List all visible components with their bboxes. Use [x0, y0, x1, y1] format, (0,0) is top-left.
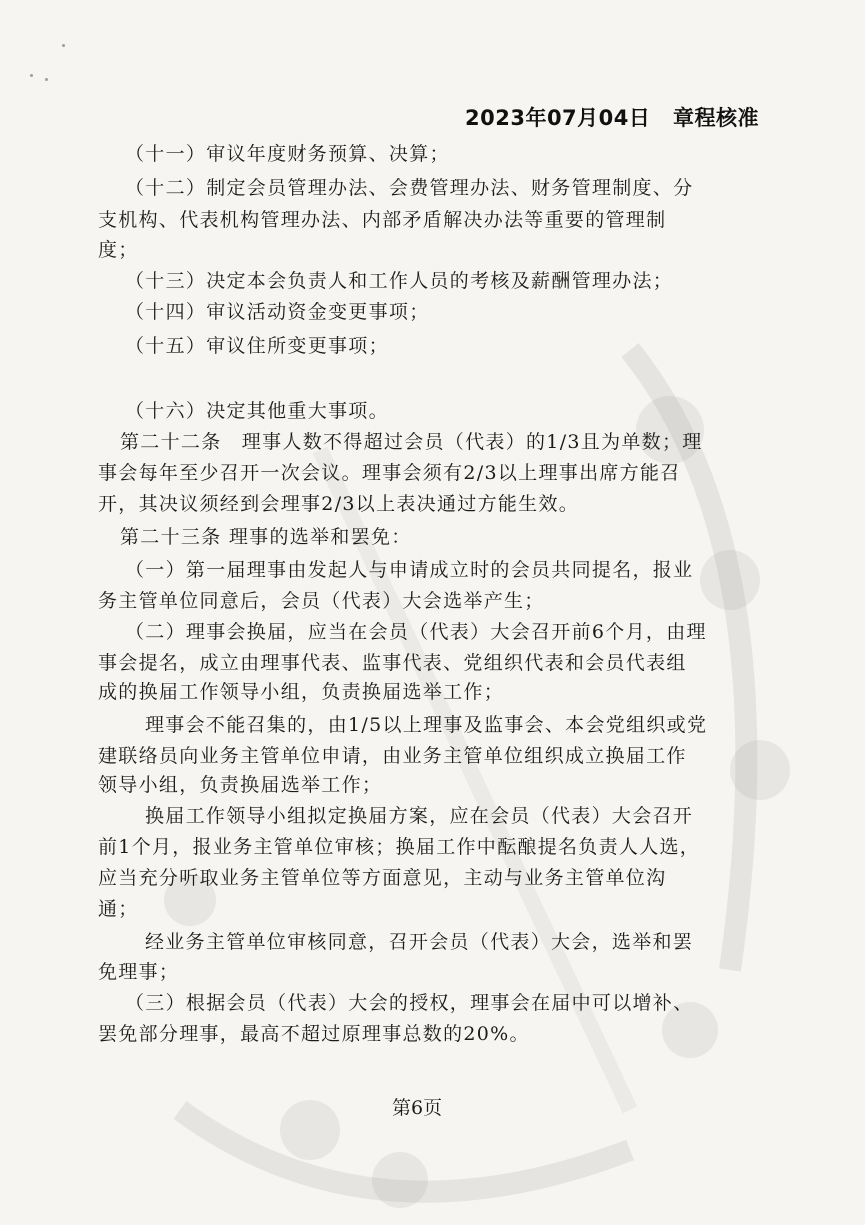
text-line: 应当充分听取业务主管单位等方面意见，主动与业务主管单位沟 [98, 867, 667, 889]
approval-label: 章程核准 [673, 106, 759, 130]
text-line: （十二）制定会员管理办法、会费管理办法、财务管理制度、分 [125, 177, 694, 199]
text-line: 罢免部分理事，最高不超过原理事总数的20%。 [98, 1023, 530, 1045]
text-line: （十四）审议活动资金变更事项； [125, 301, 430, 323]
text-line: 开，其决议须经到会理事2/3以上表决通过方能生效。 [98, 493, 580, 515]
scan-speck [45, 78, 48, 81]
text-line: 经业务主管单位审核同意，召开会员（代表）大会，选举和罢 [145, 931, 694, 953]
text-line: （十三）决定本会负责人和工作人员的考核及薪酬管理办法； [125, 270, 674, 292]
text-line: 成的换届工作领导小组，负责换届选举工作； [98, 681, 505, 703]
text-line: （十一）审议年度财务预算、决算； [125, 143, 450, 165]
text-line: 务主管单位同意后，会员（代表）大会选举产生； [98, 590, 545, 612]
text-line: （三）根据会员（代表）大会的授权，理事会在届中可以增补、 [125, 992, 694, 1014]
text-line: 建联络员向业务主管单位申请，由业务主管单位组织成立换届工作 [98, 745, 687, 767]
text-line: （十五）审议住所变更事项； [125, 335, 389, 357]
text-line: 事会每年至少召开一次会议。理事会须有2/3以上理事出席方能召 [98, 462, 681, 484]
text-line: （一）第一届理事由发起人与申请成立时的会员共同提名，报业 [125, 559, 694, 581]
approval-stamp [440, 100, 780, 134]
text-line: 免理事； [98, 961, 180, 983]
text-line: 通； [98, 898, 139, 920]
text-line: 支机构、代表机构管理办法、内部矛盾解决办法等重要的管理制 [98, 209, 667, 231]
approval-date: 2023年07月04日 [465, 106, 651, 130]
scan-speck [30, 74, 33, 77]
text-line: 第二十三条 理事的选举和罢免： [120, 526, 412, 548]
text-line: 度； [98, 239, 139, 261]
text-line: （二）理事会换届，应当在会员（代表）大会召开前6个月，由理 [125, 621, 707, 643]
text-line: 理事会不能召集的，由1/5以上理事及监事会、本会党组织或党 [145, 714, 708, 736]
text-line: 领导小组，负责换届选举工作； [98, 774, 383, 796]
text-line: 事会提名，成立由理事代表、监事代表、党组织代表和会员代表组 [98, 652, 687, 674]
text-line: 前1个月，报业务主管单位审核；换届工作中酝酿提名负责人人选， [98, 836, 701, 858]
text-line: （十六）决定其他重大事项。 [125, 400, 389, 422]
scan-speck [62, 44, 65, 47]
page-number: 第6页 [392, 1097, 443, 1119]
text-line: 第二十二条 理事人数不得超过会员（代表）的1/3且为单数；理 [120, 431, 703, 453]
text-line: 换届工作领导小组拟定换届方案，应在会员（代表）大会召开 [145, 805, 694, 827]
